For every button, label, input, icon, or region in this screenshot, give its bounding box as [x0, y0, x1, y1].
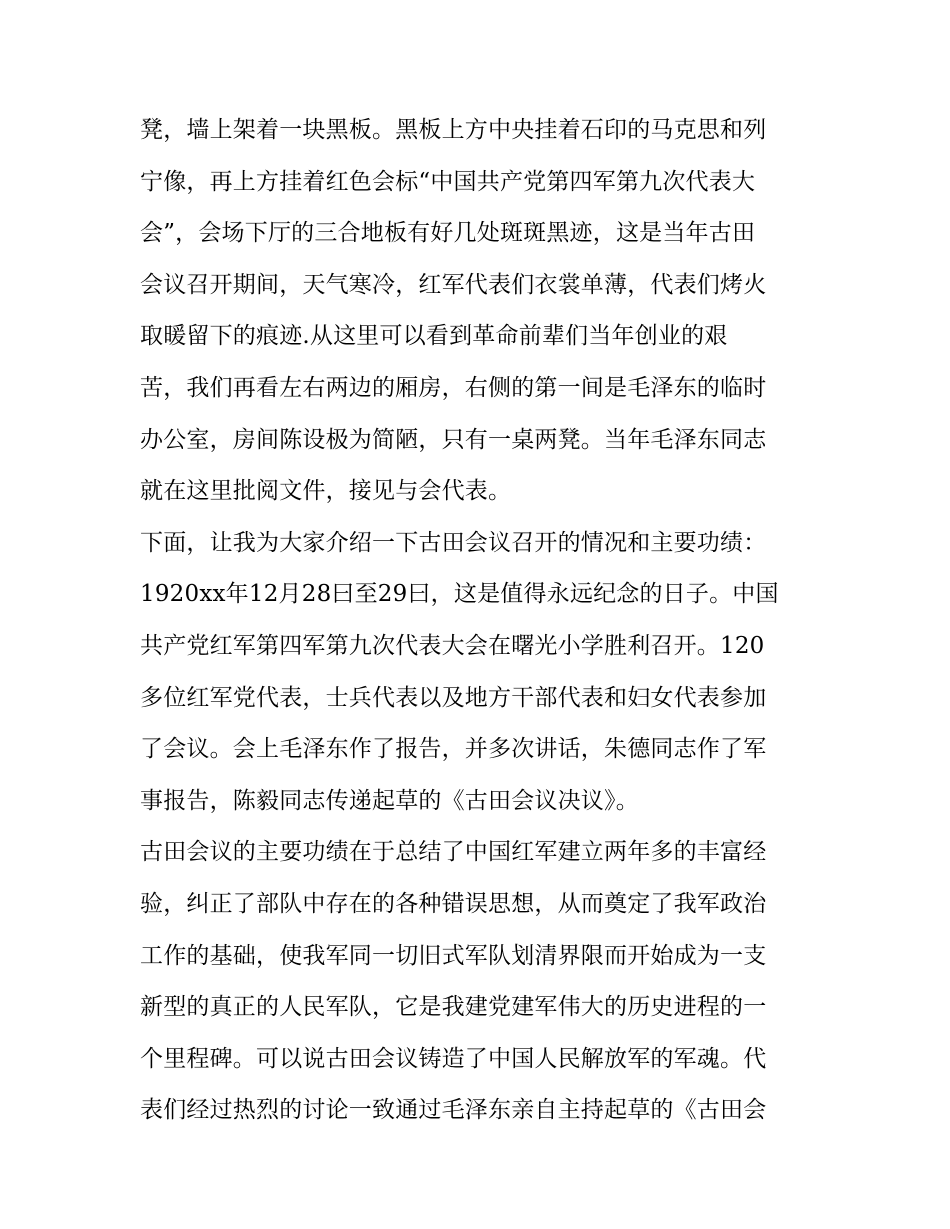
text-line: 验，纠正了部队中存在的各种错误思想，从而奠定了我军政治	[140, 890, 767, 917]
text-line: 凳，墙上架着一块黑板。黑板上方中央挂着石印的马克思和列	[140, 117, 767, 143]
text-line: 事报告，陈毅同志传递起草的《古田会议决议》。	[140, 787, 639, 814]
text-line: 了会议。会上毛泽东作了报告，并多次讲话，朱德同志作了军	[140, 736, 767, 763]
text-line: 下面，让我为大家介绍一下古田会议召开的情况和主要功绩：	[140, 529, 767, 556]
text-line: 苦，我们再看左右两边的厢房，右侧的第一间是毛泽东的临时	[140, 374, 767, 401]
text-line: 1920xx年12月28曰至29曰，这是值得永远纪念的日子。中国	[140, 581, 779, 608]
text-line: 新型的真正的人民军队，它是我建党建军伟大的历史进程的一	[140, 994, 767, 1021]
text-line: 就在这里批阅文件，接见与会代表。	[140, 478, 512, 505]
text-line: 共产党红军第四军第九次代表大会在曙光小学胜利召开。120	[140, 632, 765, 659]
text-line: 宁像，再上方挂着红色会标“中国共产党第四军第九次代表大	[140, 168, 756, 195]
text-line: 个里程碑。可以说古田会议铸造了中国人民解放军的军魂。代	[140, 1045, 767, 1072]
text-line: 古田会议的主要功绩在于总结了中国红军建立两年多的丰富经	[140, 839, 767, 866]
text-line: 多位红军党代表，士兵代表以及地方干部代表和妇女代表参加	[140, 684, 767, 711]
body-text	[140, 105, 820, 1137]
text-line: 办公室，房间陈设极为简陋，只有一桌两凳。当年毛泽东同志	[140, 426, 767, 453]
text-line: 取暖留下的痕迹.从这里可以看到革命前辈们当年创业的艰	[140, 323, 728, 350]
text-line: 会议召开期间，天气寒冷，红军代表们衣裳单薄，代表们烤火	[140, 271, 767, 298]
text-line: 表们经过热烈的讨论一致通过毛泽东亲自主持起草的《古田会	[140, 1097, 767, 1124]
text-line: 会”，会场下厅的三合地板有好几处斑斑黑迹，这是当年古田	[140, 220, 756, 247]
text-line: 工作的基础，使我军同一切旧式军队划清界限而开始成为一支	[140, 942, 767, 969]
